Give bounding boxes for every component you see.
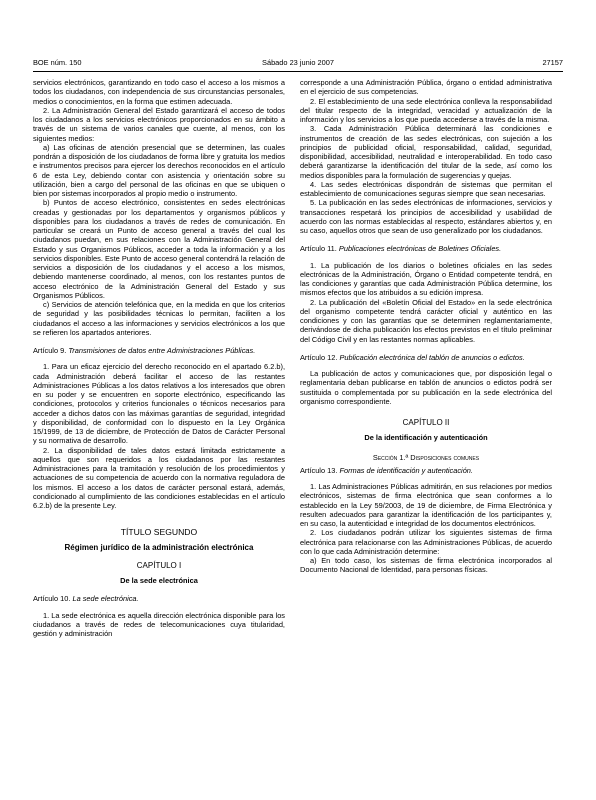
page-number: 27157	[542, 58, 563, 67]
paragraph: b) Puntos de acceso electrónico, consistentes en sedes electrónicas creadas y gestionadas por los departamentos y organismos públicos y disponibles para los ciudadanos a través de redes de comunicación. En particular se creará un Punto de acceso general a través del cual los ciudadanos puedan, en sus relaciones con la Administración General del Estado y sus Organismos Públicos, acceder a toda la información y a los servicios disponibles. Este Punto de acceso general contendrá la relación de servicios a disposición de los ciudadanos y el acceso a los mismos, debiendo mantenerse coordinado, al menos, con los restantes puntos de acceso electrónico de la Administración General del Estado y sus Organismos Públicos.	[33, 198, 285, 300]
paragraph: 2. La publicación del «Boletín Oficial del Estado» en la sede electrónica del organismo competente tendrá carácter oficial y auténtico en las condiciones y con las garantías que se determinen reglamentariamente, derivándose de dicha publicación los efectos previstos en el título preliminar del Código Civil y en las restantes normas aplicables.	[300, 297, 552, 344]
chapter-name: De la sede electrónica	[120, 576, 198, 585]
article-heading	[300, 466, 552, 475]
paragraph: 1. La sede electrónica es aquella dirección electrónica disponible para los ciudadanos a través de redes de telecomunicaciones cuya titularidad, gestión y administración	[33, 610, 285, 638]
paragraph: c) Servicios de atención telefónica que, en la medida en que los criterios de seguridad y las posibilidades técnicas lo permitan, faciliten a los ciudadanos el acceso a las informaciones y servicios electrónicos a los que se refieren los apartados anteriores.	[33, 300, 285, 337]
article-title: Publicación electrónica del tablón de anuncios o edictos.	[339, 352, 525, 362]
paragraph: servicios electrónicos, garantizando en todo caso el acceso a los mismos a todos los ciudadanos, con independencia de sus circunstancias personales, medios o conocimientos, en la forma que estimen adecuada.	[33, 78, 285, 106]
chapter-name: De la identificación y autenticación	[364, 433, 488, 443]
paragraph: 1. Las Administraciones Públicas admitirán, en sus relaciones por medios electrónicos, sistemas de firma electrónica que sean conformes a lo establecido en la Ley 59/2003, de 19 de diciembre, de Firma Electrónica y resulten adecuados para garantizar la identificación de los participantes y, en su caso, la autenticidad e integridad de los documentos electrónicos.	[300, 482, 552, 528]
title-name: Régimen jurídico de la administración electrónica	[64, 542, 254, 552]
paragraph: 2. Los ciudadanos podrán utilizar los siguientes sistemas de firma electrónica para relacionarse con las Administraciones Públicas, de acuerdo con lo que cada Administración determine:	[300, 528, 552, 556]
article-number: Artículo 13.	[300, 465, 338, 475]
article-heading	[33, 594, 285, 603]
section-heading: Sección 1.ª Disposiciones comunes	[372, 452, 480, 462]
paragraph: a) Las oficinas de atención presencial que se determinen, las cuales pondrán a disposición de los ciudadanos de forma libre y gratuita los medios e instrumentos precisos para ejercer los derechos reconocidos en el artículo 6 de esta Ley, debiendo contar con asistencia y orientación sobre su utilización, bien a cargo del personal de las oficinas en que se ubiquen o bien por sistemas incorporados al propio medio o instrumento.	[33, 142, 285, 198]
article-number: Artículo 11.	[300, 244, 337, 254]
article-number: Artículo 9.	[33, 346, 67, 355]
journal-issue: BOE núm. 150	[33, 58, 82, 67]
article-heading	[33, 346, 285, 355]
paragraph: 2. La disponibilidad de tales datos estará limitada estrictamente a aquellos que son requeridos a los ciudadanos por las restantes Administraciones para la tramitación y resolución de los procedimientos y actuaciones de su competencia de acuerdo con la normativa reguladora de los mismos. El acceso a los datos de carácter personal estará, además, condicionado al cumplimiento de las condiciones establecidas en el artículo 6.2.b) de la presente Ley.	[33, 445, 285, 510]
paragraph: 4. Las sedes electrónicas dispondrán de sistemas que permitan el establecimiento de comunicaciones seguras siempre que sean necesarias.	[300, 179, 552, 198]
right-column	[300, 78, 552, 575]
article-title: Formas de identificación y autenticación.	[339, 465, 473, 475]
paragraph: 1. La publicación de los diarios o boletines oficiales en las sedes electrónicas de la Administración, Órgano o Entidad competente tendrá, en las condiciones y garantías que cada Administración Pública determine, los mismos efectos que los atribuidos a su edición impresa.	[300, 260, 552, 298]
paragraph: 5. La publicación en las sedes electrónicas de informaciones, servicios y transacciones respetará los principios de accesibilidad y usabilidad de acuerdo con las normas establecidas al respecto, estándares abiertos y, en su caso, aquellos otros que sean de uso generalizado por los ciudadanos.	[300, 198, 552, 235]
article-title: Publicaciones electrónicas de Boletines Oficiales.	[338, 244, 502, 254]
title-heading: TÍTULO SEGUNDO	[120, 527, 198, 538]
paragraph: 2. El establecimiento de una sede electrónica conlleva la responsabilidad del titular respecto de la integridad, veracidad y actualización de la información y los servicios a los que pueda accederse a través de la misma.	[300, 96, 552, 124]
article-number: Artículo 10.	[33, 594, 71, 604]
paragraph: La publicación de actos y comunicaciones que, por disposición legal o reglamentaria deban publicarse en tablón de anuncios o edictos podrá ser sustituida o complementada por su publicación en la sede electrónica del organismo correspondiente.	[300, 369, 552, 406]
chapter-heading: CAPÍTULO II	[402, 418, 450, 427]
paragraph: 3. Cada Administración Pública determinará las condiciones e instrumentos de creación de las sedes electrónicas, con sujeción a los principios de publicidad oficial, responsabilidad, calidad, seguridad, disponibilidad, accesibilidad, neutralidad e interoperabilidad. En todo caso deberá garantizarse la identificación del titular de la sede, así como los medios disponibles para la formulación de sugerencias y quejas.	[300, 124, 552, 180]
article-heading	[300, 244, 552, 253]
paragraph: 1. Para un eficaz ejercicio del derecho reconocido en el apartado 6.2.b), cada Administración deberá facilitar el acceso de las restantes Administraciones Públicas a los datos relativos a los interesados que obren en su poder y se encuentren en soporte electrónico, especificando las condiciones, protocolos y criterios funcionales o técnicos necesarios para acceder a dichos datos con las máximas garantías de seguridad, integridad y disponibilidad, de conformidad con lo dispuesto en la Ley Orgánica 15/1999, de 13 de diciembre, de Protección de Datos de Carácter Personal y su normativa de desarrollo.	[33, 362, 285, 446]
paragraph: a) En todo caso, los sistemas de firma electrónica incorporados al Documento Nacional de Identidad, para personas físicas.	[300, 556, 552, 575]
article-title: Transmisiones de datos entre Administraciones Públicas.	[68, 346, 256, 355]
page-header	[33, 57, 563, 72]
chapter-heading: CAPÍTULO I	[136, 560, 182, 570]
left-column	[33, 78, 285, 638]
article-title: La sede electrónica.	[72, 594, 139, 604]
publication-date: Sábado 23 junio 2007	[262, 58, 334, 67]
article-number: Artículo 12.	[300, 352, 338, 362]
article-heading	[300, 353, 552, 362]
paragraph: 2. La Administración General del Estado garantizará el acceso de todos los ciudadanos a los servicios electrónicos proporcionados en su ámbito a través de un sistema de varios canales que cuente, al menos, con los siguientes medios:	[33, 105, 285, 143]
paragraph: corresponde a una Administración Pública, órgano o entidad administrativa en el ejercicio de sus competencias.	[300, 78, 552, 97]
